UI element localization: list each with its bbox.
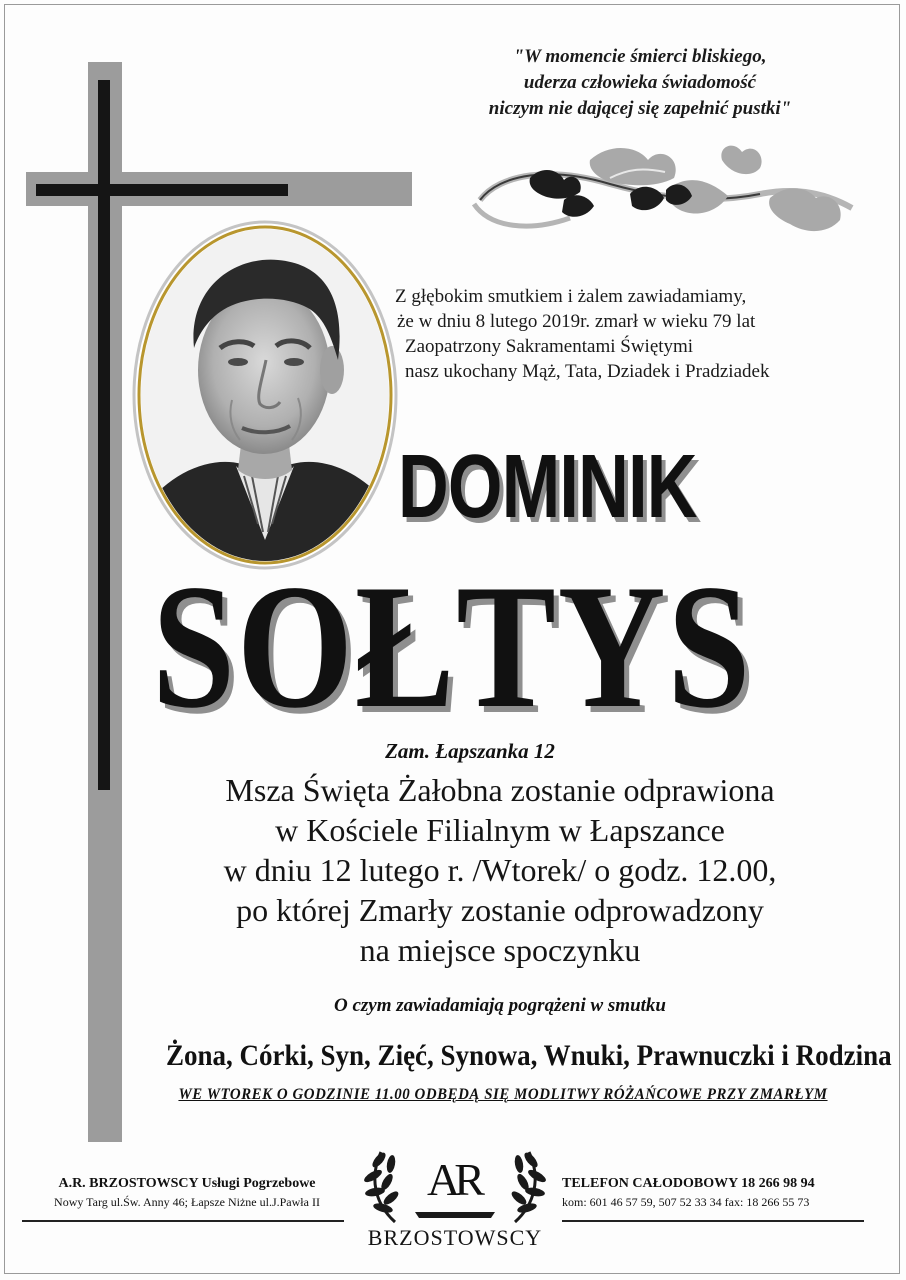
memorial-quote — [420, 44, 860, 122]
intro-line-2: że w dniu 8 lutego 2019r. zmarł w wieku 79 lat — [397, 311, 756, 332]
announcement-text — [395, 284, 815, 384]
family-list: Żona, Córki, Syn, Zięć, Synowa, Wnuki, Prawnuczki i Rodzina — [166, 1039, 892, 1072]
quote-line-2: uderza człowieka świadomość — [523, 72, 757, 93]
rosary-notice: WE WTOREK O GODZINIE 11.00 ODBĘDĄ SIĘ MODLITWY RÓŻAŃCOWE PRZY ZMARŁYM — [178, 1086, 828, 1103]
logo-name: BRZOSTOWSCY — [367, 1225, 543, 1250]
funeral-mass-details — [150, 770, 850, 970]
mass-line-4: po której Zmarły zostanie odprowadzony — [236, 892, 764, 928]
intro-line-3: Zaopatrzony Sakramentami Świętymi — [405, 336, 694, 357]
mass-line-5: na miejsce spoczynku — [359, 932, 641, 968]
funeral-home-info — [22, 1174, 352, 1211]
cross-horizontal-bar — [36, 184, 288, 196]
logo-monogram: AR — [427, 1154, 479, 1205]
mass-line-1: Msza Święta Żałobna zostanie odprawiona — [225, 772, 775, 808]
phone-24h: TELEFON CAŁODOBOWY 18 266 98 94 — [562, 1176, 815, 1191]
footer-rule-right — [562, 1220, 864, 1222]
intro-line-1: Z głębokim smutkiem i żalem zawiadamiamy, — [395, 286, 747, 307]
funeral-home-address: Nowy Targ ul.Św. Anny 46; Łapsze Niżne ul.J.Pawła II — [54, 1195, 320, 1209]
mass-line-3: w dniu 12 lutego r. /Wtorek/ o godz. 12.00, — [223, 852, 777, 888]
deceased-last-name: SOŁTYS — [152, 547, 753, 745]
closing-line: O czym zawiadamiają pogrążeni w smutku — [333, 995, 667, 1016]
portrait-photo — [132, 220, 398, 570]
deceased-address: Zam. Łapszanka 12 — [385, 739, 555, 763]
other-phones: kom: 601 46 57 59, 507 52 33 34 fax: 18 266 55 73 — [562, 1195, 810, 1209]
quote-line-3: niczym nie dającej się zapełnić pustki" — [488, 98, 792, 119]
funeral-home-name: A.R. BRZOSTOWSCY Usługi Pogrzebowe — [58, 1176, 316, 1191]
mass-line-2: w Kościele Filialnym w Łapszance — [275, 812, 725, 848]
intro-line-4: nasz ukochany Mąż, Tata, Dziadek i Pradziadek — [405, 361, 770, 382]
footer-rule-left — [22, 1220, 344, 1222]
quote-line-1: "W momencie śmierci bliskiego, — [513, 46, 767, 67]
ivy-ornament-icon — [460, 138, 860, 250]
contact-info — [562, 1174, 882, 1211]
deceased-first-name: DOMINIK — [398, 437, 697, 537]
